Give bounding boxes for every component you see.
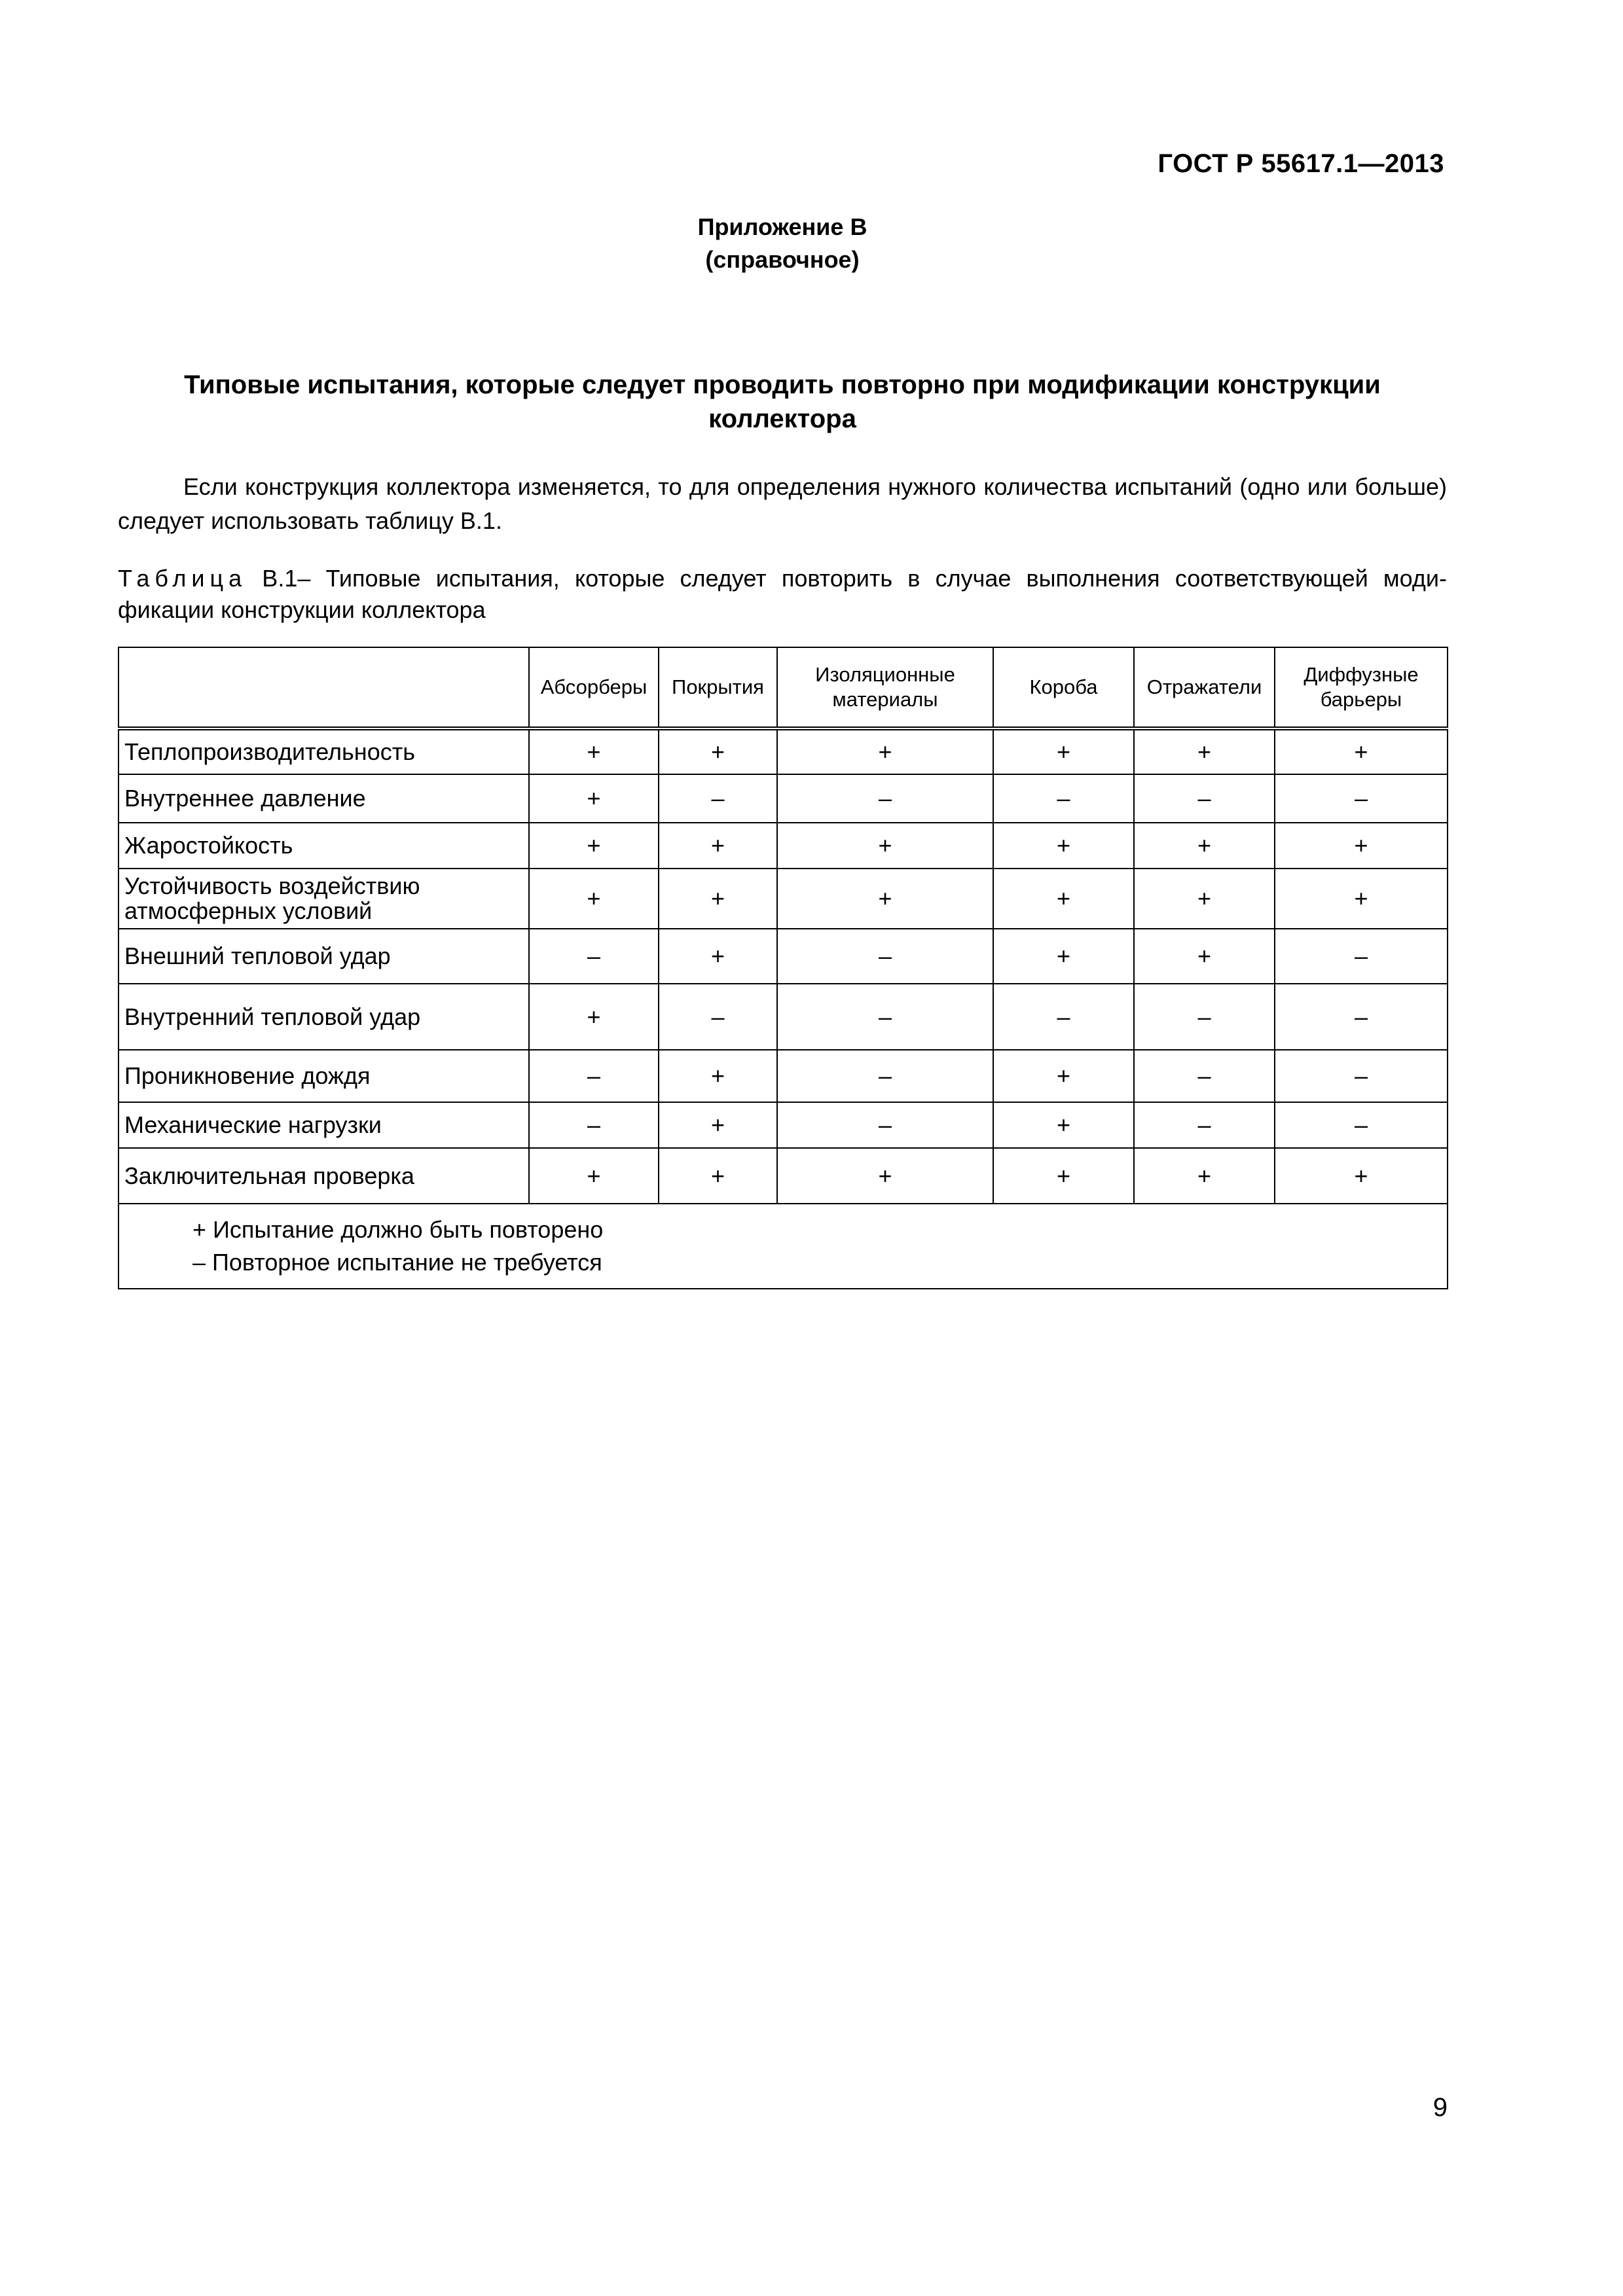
annex-subtitle: (справочное) [705,246,860,273]
table-cell: – [529,1102,659,1148]
main-title [118,368,1447,436]
main-title-line-2: коллектора [708,404,856,433]
row-label [119,1050,529,1102]
table-cell: + [529,1148,659,1204]
annex-title: Приложение В [697,213,867,240]
table-row [119,774,1448,823]
column-header-line: материалы [832,688,938,711]
row-label [119,1148,529,1204]
table-cell: + [1134,1148,1275,1204]
table-cell: – [777,929,993,984]
table-cell: + [993,728,1134,774]
legend-minus: – Повторное испытание не требуется [192,1249,602,1276]
row-label-line: атмосферных условий [124,897,373,924]
table-cell: + [659,728,777,774]
table-cell: – [659,984,777,1050]
table-cell: – [993,984,1134,1050]
column-header [1134,647,1275,728]
table-row [119,984,1448,1050]
table-cell: – [1275,1102,1448,1148]
table-cell: + [777,1148,993,1204]
row-label-line: Заключительная проверка [124,1162,414,1189]
table-row [119,728,1448,774]
table-cell: + [1275,728,1448,774]
table-cell: + [993,929,1134,984]
row-label-line: Внешний тепловой удар [124,942,391,969]
table-cell: + [993,869,1134,929]
table-cell: + [659,823,777,869]
column-header-line: Абсорберы [540,675,647,698]
table-caption [118,563,1447,626]
table-cell: – [1275,929,1448,984]
table-cell: + [993,1148,1134,1204]
row-label [119,929,529,984]
table-row [119,1148,1448,1204]
table-legend [119,1204,1448,1289]
table-cell: + [529,869,659,929]
page-number: 9 [1432,2093,1448,2122]
row-label [119,823,529,869]
row-label-line: Проникновение дождя [124,1062,371,1089]
table-cell: – [1275,774,1448,823]
document-code: ГОСТ Р 55617.1—2013 [1158,149,1444,178]
header-empty-cell [119,647,529,728]
table-cell: + [659,1102,777,1148]
annex-heading [0,211,1565,276]
row-label-line: Жаростойкость [124,832,293,859]
table-caption-text: В.1– Типовые испытания, которые следует повторить в случае выполнения соответствующей моди-фикации конструкции коллектора [118,565,1447,623]
row-label-line: Механические нагрузки [124,1111,382,1138]
table-cell: + [993,1050,1134,1102]
intro-paragraph: Если конструкция коллектора изменяется, то для определения нужного количества испытаний (одно или больше) следует использовать таблицу В.1. [118,473,1447,534]
table-cell: + [1275,869,1448,929]
column-header [777,647,993,728]
table-cell: + [659,1050,777,1102]
table-row [119,869,1448,929]
column-header [659,647,777,728]
table-cell: + [1275,1148,1448,1204]
table-cell: + [777,823,993,869]
table-cell: + [529,774,659,823]
column-header-line: Покрытия [672,675,764,698]
table-row [119,929,1448,984]
column-header-line: Короба [1029,675,1098,698]
table-row [119,1050,1448,1102]
table-cell: – [1134,774,1275,823]
row-label-line: Внутреннее давление [124,785,366,812]
row-label [119,869,529,929]
table-cell: – [529,1050,659,1102]
column-header-line: Диффузные [1304,663,1419,686]
row-label [119,774,529,823]
table-cell: + [1275,823,1448,869]
column-header-line: барьеры [1320,688,1402,711]
main-title-line-1: Типовые испытания, которые следует проводить повторно при модификации конструкции [184,370,1381,399]
row-label-line: Теплопроизводительность [124,738,415,765]
table-cell: – [777,984,993,1050]
table-cell: – [777,774,993,823]
table-legend-row [119,1204,1448,1289]
table-row [119,1102,1448,1148]
table-cell: + [659,929,777,984]
table-cell: – [529,929,659,984]
table-cell: + [529,984,659,1050]
table-cell: + [1134,929,1275,984]
table-caption-label: Таблица [118,565,247,592]
table-cell: + [993,1102,1134,1148]
table-cell: – [1275,1050,1448,1102]
row-label [119,1102,529,1148]
table-cell: + [529,823,659,869]
table-cell: + [529,728,659,774]
row-label [119,728,529,774]
tests-table [118,647,1448,1289]
column-header [1275,647,1448,728]
table-row [119,823,1448,869]
table-cell: – [659,774,777,823]
table-cell: – [777,1050,993,1102]
column-header-line: Отражатели [1146,675,1262,698]
table-cell: – [1134,984,1275,1050]
table-cell: – [1275,984,1448,1050]
row-label-line: Внутренний тепловой удар [124,1003,421,1030]
column-header-line: Изоляционные [815,663,955,686]
table-cell: – [1134,1050,1275,1102]
table-cell: + [1134,869,1275,929]
table-cell: + [777,728,993,774]
legend-plus: + Испытание должно быть повторено [192,1216,604,1243]
table-cell: + [993,823,1134,869]
table-cell: + [777,869,993,929]
table-cell: – [993,774,1134,823]
column-header [529,647,659,728]
table-cell: + [659,869,777,929]
table-cell: – [777,1102,993,1148]
row-label-line: Устойчивость воздействию [124,872,420,899]
row-label [119,984,529,1050]
table-cell: + [659,1148,777,1204]
table-cell: + [1134,823,1275,869]
table-cell: + [1134,728,1275,774]
column-header [993,647,1134,728]
table-header-row [119,647,1448,728]
table-cell: – [1134,1102,1275,1148]
